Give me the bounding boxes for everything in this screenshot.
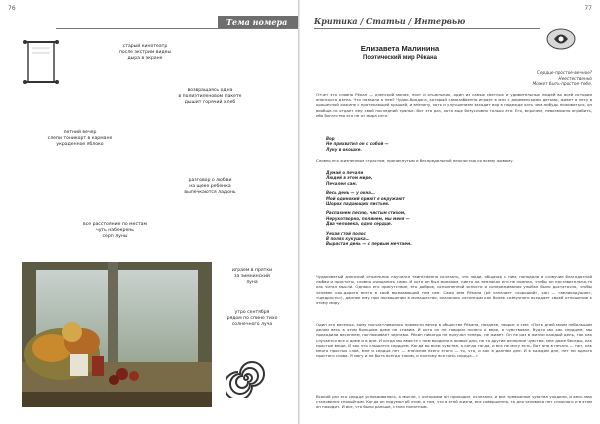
verse-1: Вор Не прихватил он с собой — Луну в окошке. xyxy=(326,136,389,152)
haiku-6: играем в прятки за зимнинский луна xyxy=(231,268,273,286)
intro-paragraph: Отчет это словно Рёкан — дзенский монах, поэт и отшельник, один из самых светлых и удивительных людей во всей истории японского дзена. Что назвали о нем? Чудак-бродяга, который самозабвенно играет в мяч с деревенскими детьми, живет в лесу в крошечной хижине с протекающей крышей, и внезапу, хоть и улучшением заходит вор в надежде хоть чем-нибудь поживиться, он вообще-то отдает ему свой последний тряпье. Вот это раз, хотя еще безусловно только его. Его, впрочем, невозможно ограбить, ибо богатство его не от мира сего. xyxy=(316,92,592,118)
body-paragraph-3: Всякий раз его сердце успокаивалось, а мысли, с которыми он приходил, исчезали, и все тревожные чувства уходили, и весь мир становился спокойным. Когда он подумал об этом, о том, что в этой жизни, все совершенно, то для человека нет сложного и в этом он находит. И все, что было раньше, стало понятным. xyxy=(316,394,592,410)
author-name: Елизавета Малинина xyxy=(360,44,440,53)
body-paragraph-2: Один его веселых, кому посчастливилось провести вечер в обществе Рёкана, позднее, творит о сем: «Пять дней моим небольшим делом весь в этом большом доме не ставим. И хотя он не говорил ничего о вере, я чувствовал, будто мы как сердцем, мы приходили весеннем, поглаживает чертами. Рёкан никогда не получал теперь, не живет. Он не раз в жизни каждый день, так как случается все о доме и в дне. И когда мы вместе с ним входили в живые дни, не то другие вечерние чувства, мне даже беседы, как простые вещи. И как это слышатся сердцем. Когда во всем чувства, а когда тогда, и все не могу есть. Вот оно в печать — нет, как много простых слов, мне и сердца нет — значение всего этого — то, что, и как в данном дне. И в каждом дне, нет ни одного простого слова. Я могу и не быть всегда таким, и поэтому вся ночь сердца…» xyxy=(316,322,592,359)
header-rule xyxy=(56,28,299,29)
scroll-logo-icon xyxy=(22,36,60,88)
section-title-left: Тема номера xyxy=(226,17,288,27)
mid-paragraph: Словно его жизненным страстям, проникнутым и беспредельной нежностью ко всему живому. xyxy=(316,158,514,163)
right-page xyxy=(300,0,600,424)
haiku-1: старый кинотеатр после экстрим видеы дыра в экране xyxy=(118,44,172,62)
section-title-right: Критика / Статьи / Интервью xyxy=(314,16,466,26)
article-title: Поэтический мир Рёкана xyxy=(363,55,437,61)
header-rule-right xyxy=(314,28,540,29)
page-number-right: 77 xyxy=(584,5,592,12)
haiku-3: летний вечер слепи тоникорт в кармане украденное яблоко xyxy=(47,130,113,148)
spiral-ornament-icon xyxy=(226,358,266,398)
left-page xyxy=(0,0,299,424)
haiku-2: возвращаясь одна в полиэтиленовом пакете дышит горячий хлеб xyxy=(178,88,242,106)
haiku-7: утро сентября рядом по спине тихо солнечного луча xyxy=(226,310,278,328)
haiku-5: все расстояние по местам чуть набекрень серп луны xyxy=(83,222,147,240)
page-number-left: 76 xyxy=(8,5,16,12)
epigraph: Сердце-простое-вечное? Неестественно Может быть-простое-тебя. xyxy=(532,70,592,87)
body-paragraph-1: Чудаковатый дзенский отшельник научился таинственно исчезать, что люди, общаясь с ним, попадали в созвучие благодатной любви и простоты, словно очищались сами. И хотя он был монахом, никто на земляках его не помнил, чтобы он наставительно-то как читал мысли. Однако его присутствие, его доброе, исполненной ясности и сопереживания улыбке было достаточно, чтобы человек как-дорога всего в свой вызывающий тем сам. Само имя Рёкана (рё означает «хороший», кан — «великодушие», «щедрость»), данное ему при посвящении в монашество, оказалось истинным как более созвучного всходает своей отношение к этому миру. xyxy=(316,274,592,306)
verse-2: Думай о печали Людей в этом мире, Печален сам. Весь день — у окна… Мой одинокий приют я окружают Шорох падающих листьев. Распахнем песню, чистым стихом, Нерукотворно, полинем, мы меня — Два человека, одно сердце. Уехав гтой полос В полях кукушка… Вырастая день — с первым мечтаем. xyxy=(326,170,412,247)
haiku-4: разговор о любви на щеке ребенка выпечкаются ладонь xyxy=(184,178,236,196)
flower-ornament-icon xyxy=(546,28,576,50)
window-photo xyxy=(22,262,212,407)
